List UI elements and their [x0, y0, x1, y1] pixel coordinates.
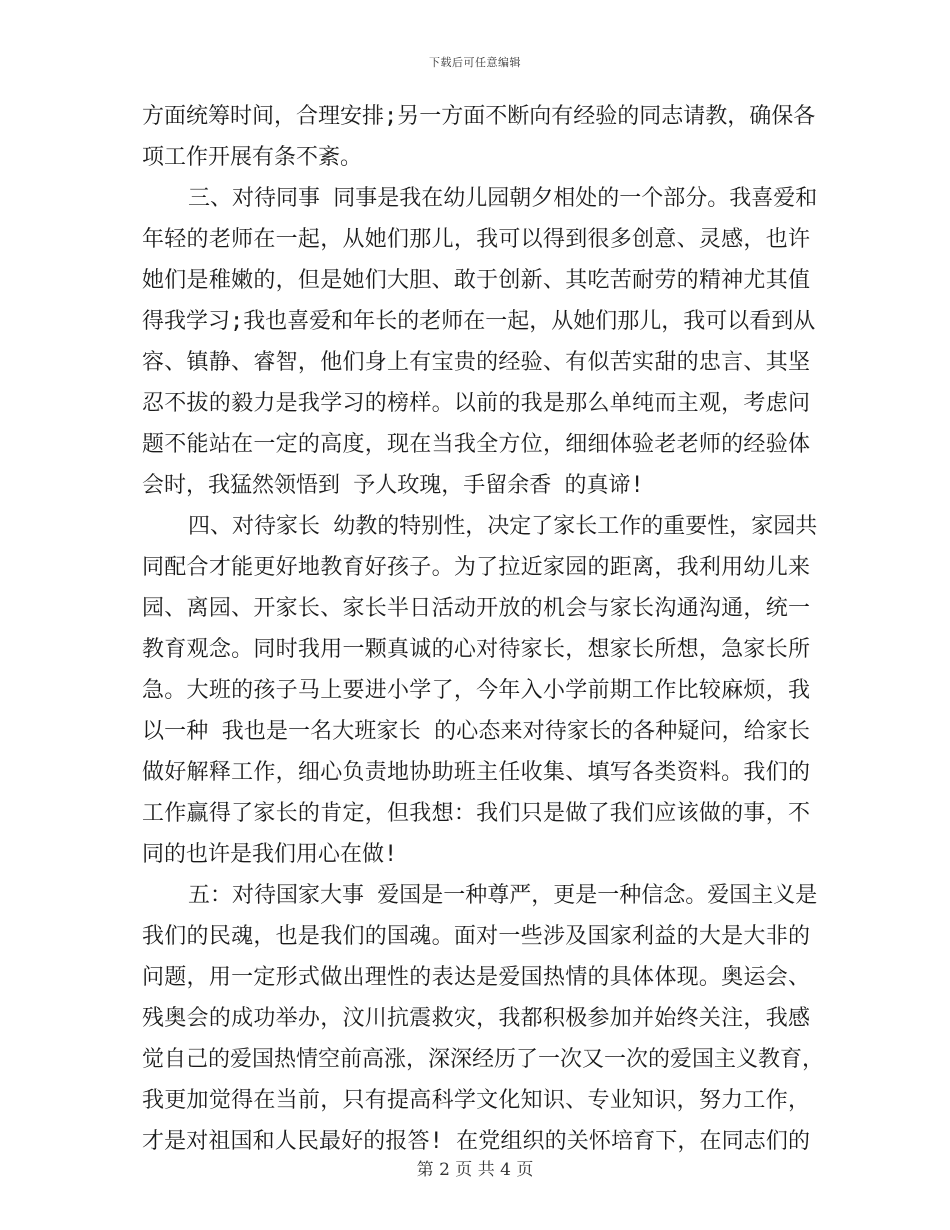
text-line: 以一种 我也是一名大班家长 的心态来对待家长的各种疑问，给家长	[142, 719, 810, 744]
text-line: 会时，我猛然领悟到 予人玫瑰，手留余香 的真谛!	[142, 473, 644, 498]
text-line: 忍不拔的毅力是我学习的榜样。以前的我是那么单纯而主观，考虑问	[142, 391, 810, 416]
text-line: 方面统筹时间，合理安排;另一方面不断向有经验的同志请教，确保各	[142, 104, 816, 129]
text-line: 做好解释工作，细心负责地协助班主任收集、填写各类资料。我们的	[142, 760, 810, 785]
text-line: 同配合才能更好地教育好孩子。为了拉近家园的距离，我利用幼儿来	[142, 555, 810, 580]
text-line: 同的也许是我们用心在做!	[142, 842, 398, 867]
text-line: 她们是稚嫩的，但是她们大胆、敢于创新、其吃苦耐劳的精神尤其值	[142, 268, 810, 293]
text-line: 觉自己的爱国热情空前高涨，深深经历了一次又一次的爱国主义教育，	[142, 1047, 825, 1072]
text-line: 项工作开展有条不紊。	[142, 145, 363, 170]
text-line: 题不能站在一定的高度，现在当我全方位，细细体验老老师的经验体	[142, 432, 810, 457]
page-number-footer: 第 2 页 共 4 页	[416, 1160, 534, 1180]
text-line: 问题，用一定形式做出理性的表达是爱国热情的具体体现。奥运会、	[142, 965, 810, 990]
text-line: 急。大班的孩子马上要进小学了，今年入小学前期工作比较麻烦，我	[142, 678, 810, 703]
text-line: 我更加觉得在当前，只有提高科学文化知识、专业知识，努力工作，	[142, 1088, 810, 1113]
section-five-heading-line: 五：对待国家大事 爱国是一种尊严，更是一种信念。爱国主义是	[188, 883, 818, 908]
text-line: 得我学习;我也喜爱和年长的老师在一起，从她们那儿，我可以看到从	[142, 309, 816, 334]
text-line: 才是对祖国和人民最好的报答! 在党组织的关怀培育下，在同志们的	[142, 1129, 810, 1154]
text-line: 容、镇静、睿智，他们身上有宝贵的经验、有似苦实甜的忠言、其坚	[142, 350, 810, 375]
text-line: 年轻的老师在一起，从她们那儿，我可以得到很多创意、灵感，也许	[142, 227, 810, 252]
text-line: 教育观念。同时我用一颗真诚的心对待家长，想家长所想，急家长所	[142, 637, 810, 662]
page-header: 下载后可任意编辑	[429, 56, 521, 69]
text-line: 残奥会的成功举办，汶川抗震救灾，我都积极参加并始终关注，我感	[142, 1006, 810, 1031]
text-line: 我们的民魂，也是我们的国魂。面对一些涉及国家利益的大是大非的	[142, 924, 810, 949]
section-three-heading-line: 三、对待同事 同事是我在幼儿园朝夕相处的一个部分。我喜爱和	[188, 186, 818, 211]
section-four-heading-line: 四、对待家长 幼教的特别性，决定了家长工作的重要性，家园共	[188, 514, 818, 539]
document-body	[142, 96, 825, 1162]
text-line: 工作赢得了家长的肯定，但我想：我们只是做了我们应该做的事，不	[142, 801, 810, 826]
text-line: 园、离园、开家长、家长半日活动开放的机会与家长沟通沟通，统一	[142, 596, 810, 621]
